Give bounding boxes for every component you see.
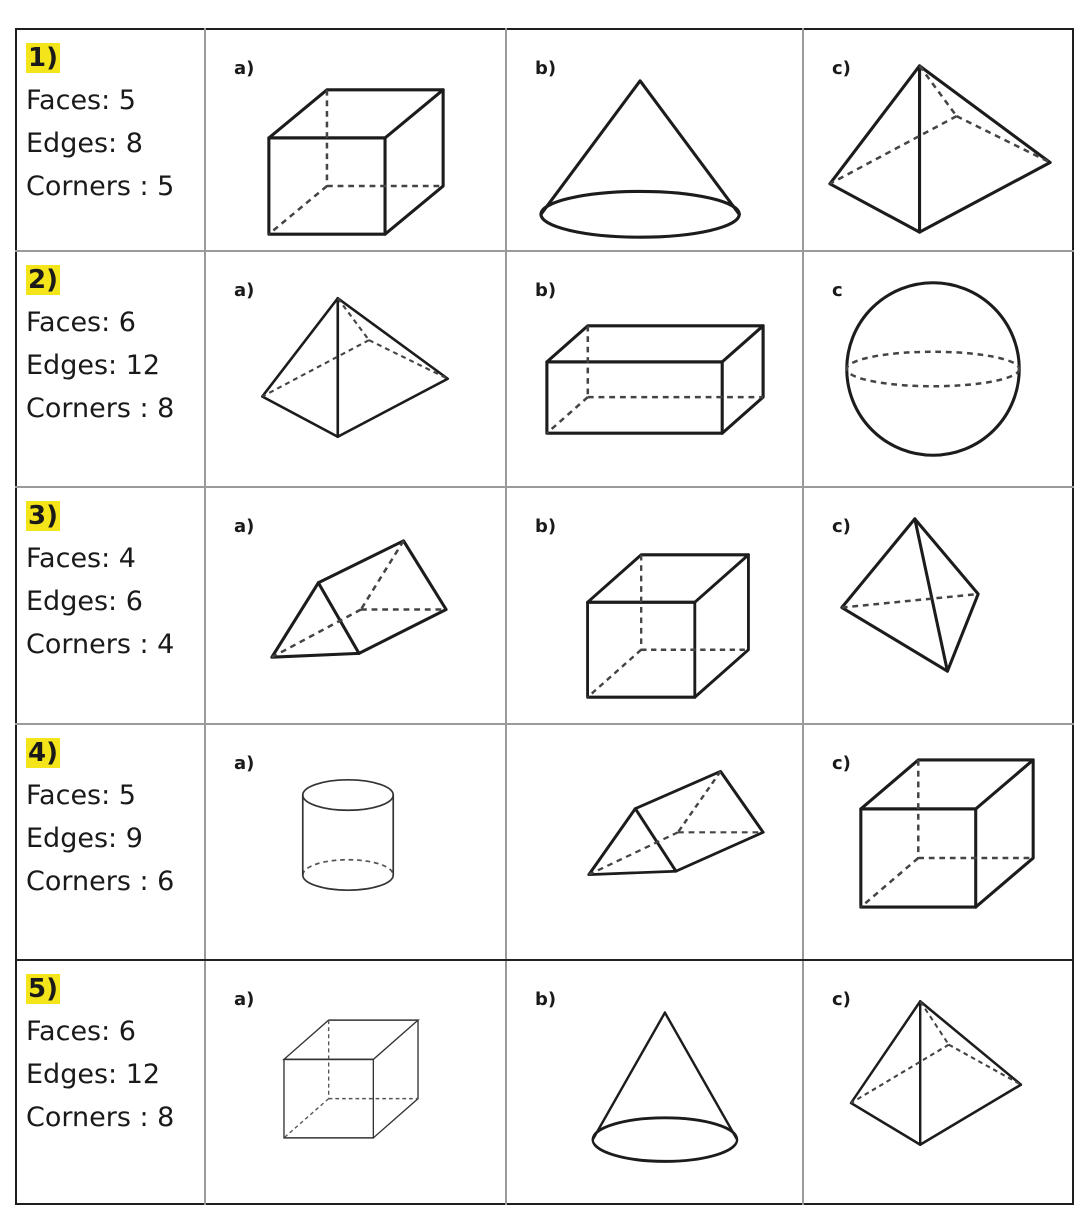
question-number: 2)	[28, 265, 58, 295]
cube-icon	[265, 86, 447, 238]
option-label: a)	[234, 280, 255, 301]
square-pyramid-icon	[259, 295, 451, 440]
column-divider	[204, 28, 206, 1205]
option-label: c)	[832, 58, 851, 79]
column-divider	[505, 28, 507, 1205]
question-info	[26, 36, 174, 208]
option-label: a)	[234, 753, 255, 774]
option-label: b)	[535, 58, 557, 79]
faces-count: Faces: 4	[26, 543, 136, 574]
column-divider	[802, 28, 804, 1205]
option-label: b)	[535, 516, 557, 537]
question-number: 4)	[28, 738, 58, 768]
edges-count: Edges: 9	[26, 823, 143, 854]
option-label: b)	[535, 989, 557, 1010]
corners-count: Corners : 8	[26, 393, 175, 424]
question-number: 5)	[28, 974, 58, 1004]
cone-icon	[540, 77, 746, 241]
faces-count: Faces: 5	[26, 780, 136, 811]
corners-count: Corners : 4	[26, 629, 175, 660]
option-label: c)	[832, 989, 851, 1010]
question-number: 3)	[28, 501, 58, 531]
tetrahedron-icon	[838, 515, 982, 675]
row-divider	[15, 250, 1074, 252]
cube-icon	[281, 1017, 421, 1141]
row-divider	[15, 959, 1074, 961]
faces-count: Faces: 6	[26, 307, 136, 338]
question-info	[26, 731, 174, 903]
corners-count: Corners : 6	[26, 866, 175, 897]
edges-count: Edges: 12	[26, 350, 161, 381]
row-divider	[15, 723, 1074, 725]
cuboid-icon	[543, 322, 767, 437]
option-label: c	[832, 280, 843, 301]
triangular-prism-icon	[268, 537, 450, 661]
option-label: a)	[234, 516, 255, 537]
square-pyramid-icon	[848, 998, 1024, 1148]
row-divider	[15, 486, 1074, 488]
option-label: b)	[535, 280, 557, 301]
cylinder-icon	[299, 776, 397, 894]
corners-count: Corners : 5	[26, 171, 175, 202]
square-pyramid-icon	[826, 62, 1054, 236]
question-number: 1)	[28, 43, 58, 73]
corners-count: Corners : 8	[26, 1102, 175, 1133]
triangular-prism-icon	[585, 768, 767, 878]
faces-count: Faces: 6	[26, 1016, 136, 1047]
question-info	[26, 258, 174, 430]
edges-count: Edges: 6	[26, 586, 143, 617]
faces-count: Faces: 5	[26, 85, 136, 116]
cube-icon	[857, 756, 1037, 911]
option-label: a)	[234, 989, 255, 1010]
cube-icon	[584, 551, 752, 701]
question-info	[26, 494, 174, 666]
edges-count: Edges: 12	[26, 1059, 161, 1090]
sphere-icon	[841, 277, 1025, 461]
option-label: c)	[832, 753, 851, 774]
cone-icon	[592, 1009, 742, 1165]
question-info	[26, 967, 174, 1139]
option-label: a)	[234, 58, 255, 79]
option-label: c)	[832, 516, 851, 537]
edges-count: Edges: 8	[26, 128, 143, 159]
